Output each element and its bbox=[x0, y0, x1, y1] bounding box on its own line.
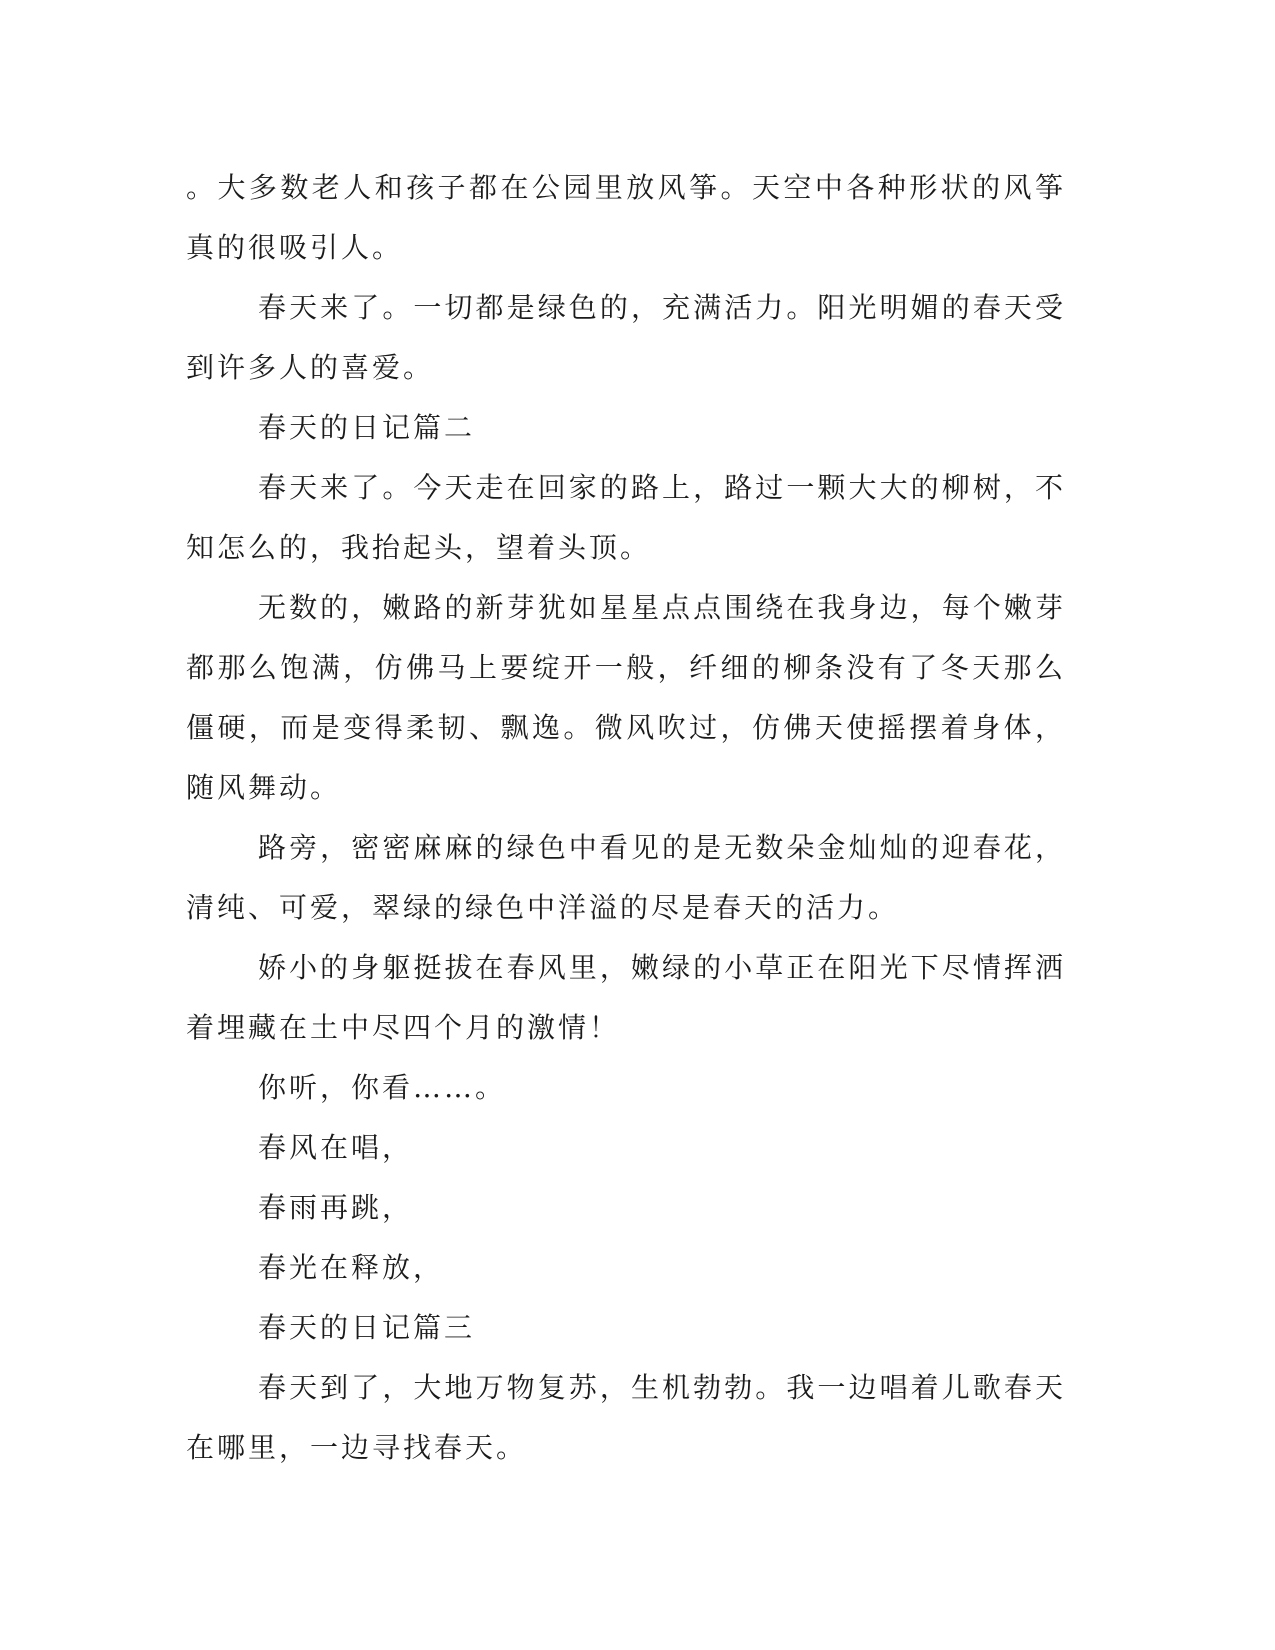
paragraph: 春天来了。一切都是绿色的，充满活力。阳光明媚的春天受到许多人的喜爱。 bbox=[186, 291, 1066, 384]
paragraph: 春天到了，大地万物复苏，生机勃勃。我一边唱着儿歌春天在哪里，一边寻找春天。 bbox=[186, 1371, 1066, 1464]
poem-line: 春风在唱， bbox=[258, 1131, 414, 1164]
document-body bbox=[186, 158, 1066, 1478]
poem-line: 春光在释放， bbox=[258, 1251, 445, 1284]
section-heading: 春天的日记篇三 bbox=[258, 1311, 476, 1344]
section-heading: 春天的日记篇二 bbox=[258, 411, 476, 444]
paragraph: 无数的，嫩路的新芽犹如星星点点围绕在我身边，每个嫩芽都那么饱满，仿佛马上要绽开一般，纤细的柳条没有了冬天那么僵硬，而是变得柔韧、飘逸。微风吹过，仿佛天使摇摆着身体，随风舞动。 bbox=[186, 591, 1066, 804]
paragraph: 路旁，密密麻麻的绿色中看见的是无数朵金灿灿的迎春花，清纯、可爱，翠绿的绿色中洋溢的尽是春天的活力。 bbox=[186, 831, 1066, 924]
paragraph: 。大多数老人和孩子都在公园里放风筝。天空中各种形状的风筝真的很吸引人。 bbox=[186, 171, 1066, 264]
paragraph: 娇小的身躯挺拔在春风里，嫩绿的小草正在阳光下尽情挥洒着埋藏在土中尽四个月的激情！ bbox=[186, 951, 1066, 1044]
paragraph: 你听，你看……。 bbox=[258, 1071, 507, 1104]
paragraph: 春天来了。今天走在回家的路上，路过一颗大大的柳树，不知怎么的，我抬起头，望着头顶。 bbox=[186, 471, 1066, 564]
poem-line: 春雨再跳， bbox=[258, 1191, 414, 1224]
